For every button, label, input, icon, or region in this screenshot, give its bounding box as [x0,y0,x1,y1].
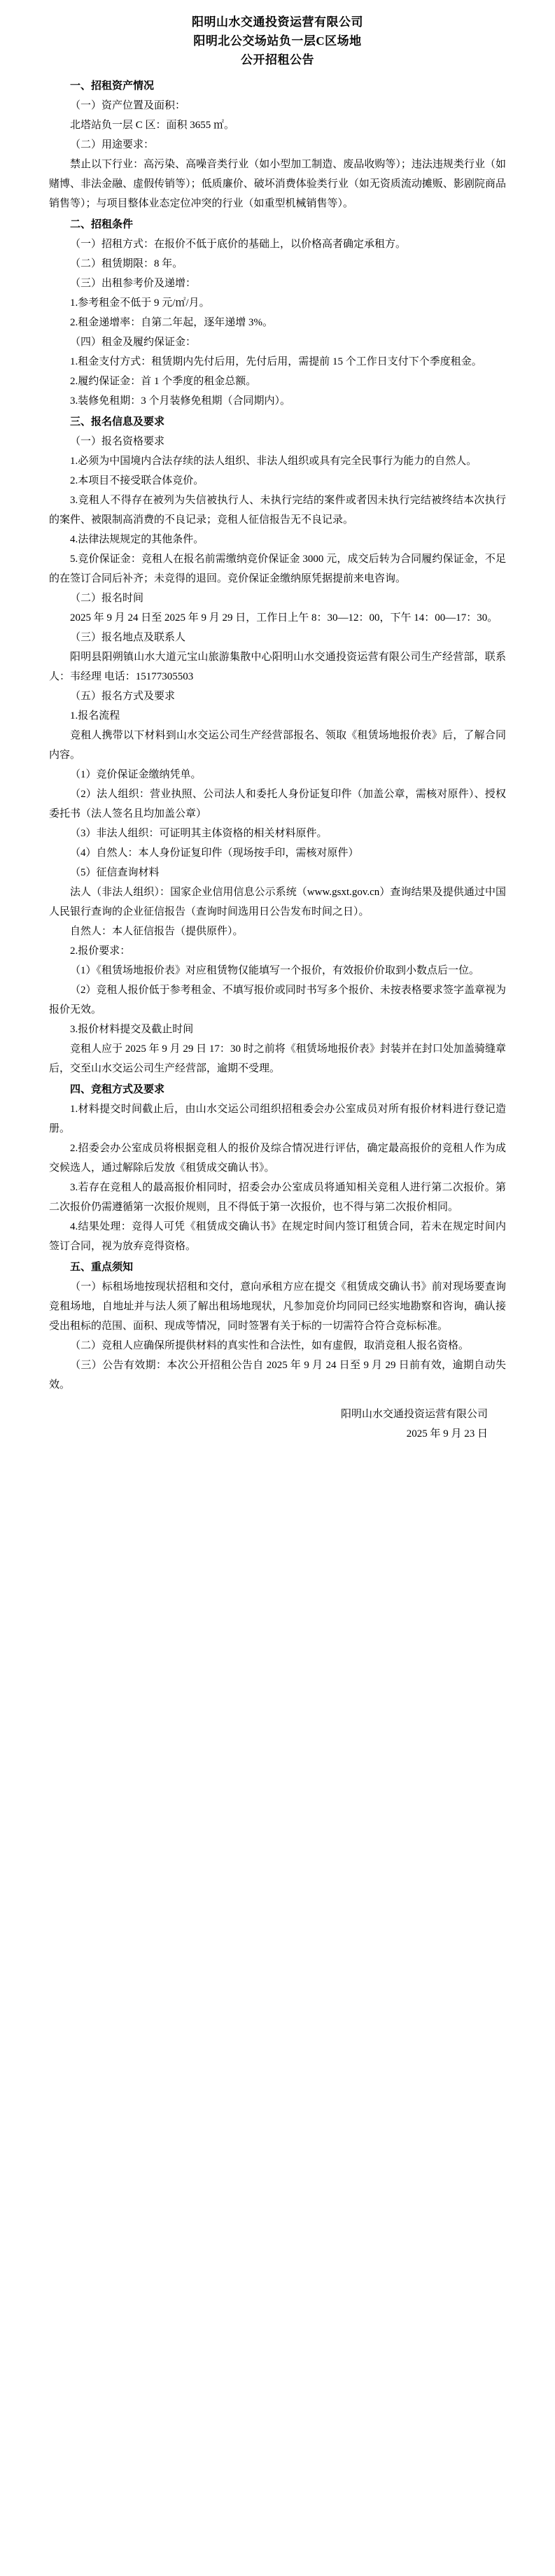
paragraph: 阳明县阳朔镇山水大道元宝山旅游集散中心阳明山水交通投资运营有限公司生产经营部，联系人：韦经理 电话：15177305503 [49,652,506,682]
paragraph: 2025 年 9 月 24 日至 2025 年 9 月 29 日，工作日上午 8：30—12：00，下午 14：00—17：30。 [70,612,498,624]
section-heading-5: 五、重点须知 [70,1262,134,1273]
paragraph: （3）非法人组织：可证明其主体资格的相关材料原件。 [70,828,328,839]
paragraph: 1.必须为中国境内合法存续的法人组织、非法人组织或具有完全民事行为能力的自然人。 [70,456,477,467]
paragraph: 3.竞租人不得存在被列为失信被执行人、未执行完结的案件或者因未执行完结被终结本次执行的案件、被限制高消费的不良记录；竞租人征信报告无不良记录。 [49,495,506,526]
section-heading-3: 三、报名信息及要求 [70,416,165,428]
title-line-2: 阳明北公交场站负一层C区场地 [193,34,362,48]
paragraph: （5）征信查询材料 [70,867,160,878]
paragraph: （三）公告有效期：本次公开招租公告自 2025 年 9 月 24 日至 9 月 29 日前有效，逾期自动失效。 [49,1360,506,1391]
paragraph: （二）竞租人应确保所提供材料的真实性和合法性，如有虚假，取消竞租人报名资格。 [70,1340,470,1351]
paragraph: （一）报名资格要求 [70,436,165,447]
paragraph: （1）竞价保证金缴纳凭单。 [70,769,202,780]
paragraph: 3.装修免租期：3 个月装修免租期（合同期内）。 [70,395,291,407]
signature-date: 2025 年 9 月 23 日 [406,1428,488,1440]
signature-block [49,1405,506,1444]
paragraph: （2）法人组织：营业执照、公司法人和委托人身份证复印件（加盖公章，需核对原件）、授权委托书（法人签名且均加盖公章） [49,789,506,819]
paragraph: （2）竞租人报价低于参考租金、不填写报价或同时书写多个报价、未按表格要求签字盖章视为报价无效。 [49,985,506,1015]
paragraph: 3.若存在竞租人的最高报价相同时，招委会办公室成员将通知相关竞租人进行第二次报价。第二次报价仍需遵循第一次报价规则，且不得低于第一次报价，也不得与第二次报价相同。 [49,1182,506,1213]
paragraph: （一）招租方式：在报价不低于底价的基础上，以价格高者确定承租方。 [70,239,407,250]
title-line-3: 公开招租公告 [241,53,314,66]
paragraph: 2.报价要求： [70,945,131,957]
paragraph: 1.参考租金不低于 9 元/㎡/月。 [70,297,210,309]
paragraph: 2.本项目不接受联合体竞价。 [70,475,204,486]
paragraph: 2.租金递增率：自第二年起，逐年递增 3%。 [70,317,273,328]
paragraph: 4.结果处理：竞得人可凭《租赁成交确认书》在规定时间内签订租赁合同，若未在规定时间内签订合同，视为放弃竞得资格。 [49,1221,506,1252]
section-heading-1: 一、招租资产情况 [70,80,155,92]
title-line-1: 阳明山水交通投资运营有限公司 [192,15,363,29]
document-title-block [49,13,506,69]
paragraph: 4.法律法规规定的其他条件。 [70,534,204,545]
paragraph: 北塔站负一层 C 区：面积 3655 ㎡。 [70,120,235,131]
paragraph: （五）报名方式及要求 [70,691,176,702]
paragraph: （二）用途要求： [70,139,155,150]
paragraph: 3.报价材料提交及截止时间 [70,1024,194,1035]
paragraph: （二）报名时间 [70,593,144,604]
paragraph: 2.履约保证金：首 1 个季度的租金总额。 [70,376,257,387]
section-heading-2: 二、招租条件 [70,219,134,230]
paragraph: （四）租金及履约保证金： [70,337,197,348]
paragraph: 5.竞价保证金：竞租人在报名前需缴纳竞价保证金 3000 元，成交后转为合同履约保证金，不足的在签订合同后补齐；未竞得的退回。竞价保证金缴纳原凭据提前来电咨询。 [49,554,506,584]
paragraph: 竞租人携带以下材料到山水交运公司生产经营部报名、领取《租赁场地报价表》后，了解合同内容。 [49,730,506,761]
paragraph: 2.招委会办公室成员将根据竞租人的报价及综合情况进行评估，确定最高报价的竞租人作为成交候选人，通过解除后发放《租赁成交确认书》。 [49,1143,506,1174]
paragraph: 禁止以下行业：高污染、高噪音类行业（如小型加工制造、废品收购等）；违法违规类行业（如赌博、非法金融、虚假传销等）；低质廉价、破坏消费体验类行业（如无资质流动摊贩、影剧院商品销售等）；与项目整体业态定位冲突的行业（如重型机械销售等）。 [49,159,506,209]
paragraph: （一）资产位置及面积： [70,100,186,111]
paragraph: 竞租人应于 2025 年 9 月 29 日 17：30 时之前将《租赁场地报价表》封装并在封口处加盖骑缝章后，交至山水交运公司生产经营部，逾期不受理。 [49,1043,506,1074]
paragraph: 法人（非法人组织）：国家企业信用信息公示系统（www.gsxt.gov.cn）查询结果及提供通过中国人民银行查询的企业征信报告（查询时间选用日公告发布时间之日）。 [49,887,506,917]
paragraph: （三）报名地点及联系人 [70,632,186,643]
paragraph: （三）出租参考价及递增： [70,278,197,289]
paragraph: 1.材料提交时间截止后，由山水交运公司组织招租委会办公室成员对所有报价材料进行登记造册。 [49,1104,506,1134]
paragraph: （一）标租场地按现状招租和交付，意向承租方应在提交《租赁成交确认书》前对现场要查询竞租场地，自地址并与法人须了解出租场地现状，凡参加竞价均同同已经实地勘察和咨询，确认接受出租标的范围、面积、现成等情况，同时签署有关于标的一切需符合符合竞标标准。 [49,1281,506,1332]
paragraph: （二）租赁期限：8 年。 [70,258,183,269]
paragraph: 1.租金支付方式：租赁期内先付后用，先付后用，需提前 15 个工作日支付下个季度租金。 [70,356,482,367]
paragraph: 自然人：本人征信报告（提供原件）。 [70,926,244,937]
paragraph: （1）《租赁场地报价表》对应租赁物仅能填写一个报价，有效报价价取到小数点后一位。 [70,965,480,976]
paragraph: 1.报名流程 [70,710,120,722]
paragraph: （4）自然人：本人身份证复印件（现场按手印，需核对原件） [70,847,359,859]
section-heading-4: 四、竞租方式及要求 [70,1084,165,1095]
signature-company: 阳明山水交通投资运营有限公司 [340,1409,488,1420]
